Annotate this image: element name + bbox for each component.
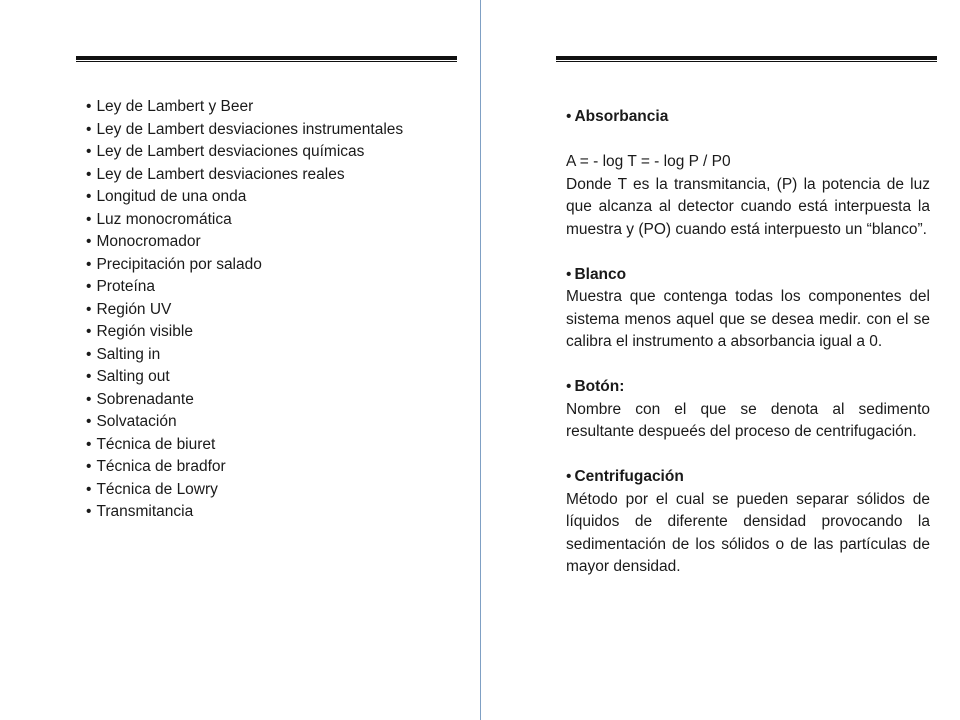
definition-absorbancia [566, 106, 930, 241]
definition-title: • Centrifugación [566, 466, 930, 489]
definition-text: Muestra que contenga todas los componentes del sistema menos aquel que se desea medir. con el se calibra el instrumento a absorbancia igual a 0. [566, 288, 930, 350]
definitions-column [566, 106, 930, 601]
definition-title: • Blanco [566, 264, 930, 287]
list-item: • Técnica de biuret [86, 434, 403, 457]
definition-title: • Botón: [566, 376, 930, 399]
list-item: • Sobrenadante [86, 389, 403, 412]
right-header-rule [556, 56, 937, 62]
list-item: • Técnica de bradfor [86, 456, 403, 479]
definition-centrifugacion [566, 466, 930, 579]
definition-text: Método por el cual se pueden separar sólidos de líquidos de diferente densidad provocando la sedimentación de los sólidos o de las partículas de mayor densidad. [566, 490, 930, 575]
definition-title: • Absorbancia [566, 106, 930, 129]
list-item: • Monocromador [86, 231, 403, 254]
list-item: • Luz monocromática [86, 209, 403, 232]
list-item: • Precipitación por salado [86, 254, 403, 277]
list-item: • Técnica de Lowry [86, 479, 403, 502]
list-item: • Ley de Lambert desviaciones instrumentales [86, 119, 403, 142]
definition-text: Donde T es la transmitancia, (P) la potencia de luz que alcanza al detector cuando está interpuesta la muestra y (PO) cuando está interpuesto un “blanco”. [566, 175, 930, 238]
list-item: • Salting in [86, 344, 403, 367]
list-item: • Salting out [86, 366, 403, 389]
list-item: • Solvatación [86, 411, 403, 434]
list-item: • Región UV [86, 299, 403, 322]
definition-blanco [566, 264, 930, 354]
absorbance-formula: A = - log T = - log P / P0 [566, 153, 731, 170]
list-item: • Ley de Lambert y Beer [86, 96, 403, 119]
definition-body [566, 151, 930, 241]
list-item: • Ley de Lambert desviaciones químicas [86, 141, 403, 164]
list-item: • Transmitancia [86, 501, 403, 524]
list-item: • Ley de Lambert desviaciones reales [86, 164, 403, 187]
list-item: • Proteína [86, 276, 403, 299]
page-divider [480, 0, 481, 720]
list-item: • Longitud de una onda [86, 186, 403, 209]
list-item: • Región visible [86, 321, 403, 344]
terms-list [86, 96, 403, 524]
definition-text: Nombre con el que se denota al sedimento resultante despueés del proceso de centrifugación. [566, 400, 930, 440]
left-header-rule [76, 56, 457, 62]
definition-boton [566, 376, 930, 444]
